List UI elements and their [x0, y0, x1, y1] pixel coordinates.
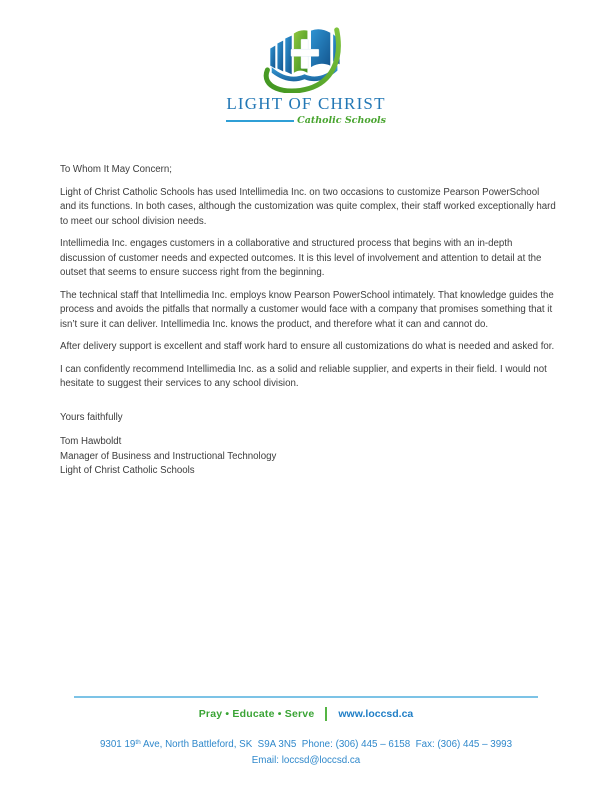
paragraph-4: After delivery support is excellent and staff work hard to ensure all customizations do what is needed and asked for.: [60, 341, 555, 352]
footer-motto: Pray • Educate • Serve: [198, 708, 315, 720]
paragraph-5: I can confidently recommend Intellimedia Inc. as a solid and reliable supplier, and experts in their field. I would not hesitate to suggest their services to any school division.: [60, 363, 547, 389]
logo-tagline: Catholic Schools: [297, 115, 386, 126]
letter-footer: [0, 696, 612, 768]
address-ordinal-superscript: th: [135, 739, 141, 746]
paragraph-3: The technical staff that Intellimedia Inc. employs know Pearson PowerSchool intimately. That knowledge guides the process and avoids the pitfalls that normally a customer would face with a company that promises something that it isn’t sure it can deliver. Intellimedia Inc. knows the product, and therefore what it can and cannot do.: [60, 289, 554, 330]
address-pre: 9301 19: [99, 739, 136, 750]
letter-body: [60, 163, 558, 479]
footer-email: Email: loccsd@loccsd.ca: [251, 755, 361, 766]
footer-separator-bar: [325, 707, 327, 721]
footer-tagline-row: [0, 707, 612, 721]
signature-title: Manager of Business and Instructional Technology: [60, 450, 277, 462]
salutation: To Whom It May Concern;: [60, 164, 172, 175]
logo-underline: [226, 120, 294, 122]
closing: Yours faithfully: [60, 411, 123, 423]
paragraph-1: Light of Christ Catholic Schools has used Intellimedia Inc. on two occasions to customize Pearson PowerSchool and its functions. In both cases, although the customization was quite complex, their staff worked exceptionally hard to meet our school division needs.: [60, 186, 556, 227]
footer-address: [0, 737, 612, 753]
footer-divider: [74, 696, 538, 698]
signature-organization: Light of Christ Catholic Schools: [60, 465, 195, 476]
paragraph-2: Intellimedia Inc. engages customers in a collaborative and structured process that begins with an in-depth discussion of customer needs and expected outcomes. It is this level of involvement and attention to detail at the outset that seems to ensure success right from the beginning.: [60, 238, 542, 278]
light-of-christ-logo-icon: [256, 24, 356, 93]
letterhead: [0, 24, 612, 126]
address-post: Ave, North Battleford, SK S9A 3N5 Phone: (306) 445 – 6158 Fax: (306) 445 – 3993: [140, 739, 513, 750]
signature-name: Tom Hawboldt: [60, 436, 122, 447]
logo-wordmark: LIGHT OF CHRIST: [226, 94, 386, 113]
footer-website: www.loccsd.ca: [338, 708, 414, 720]
logo-underline-row: [226, 115, 386, 126]
